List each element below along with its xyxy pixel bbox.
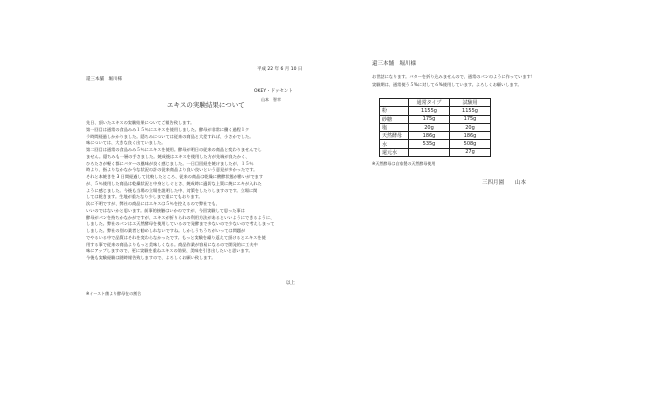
body-line: 用する事で従来の商品よりもっと美味しくなる。商品作業が容易になるので開発的に工夫中 — [86, 241, 258, 247]
table-header-cell: 通常タイプ — [409, 99, 450, 107]
ingredient-name: 塩 — [380, 123, 409, 131]
test-amount: 508g — [450, 140, 491, 148]
test-amount: 20g — [450, 123, 491, 131]
table-header-cell: 試験用 — [450, 99, 491, 107]
test-amount: 1155g — [450, 107, 491, 115]
body-line: しました。弊社の別の業者と勧めしれないですね。しかしうちうちがいっては問題が — [86, 228, 246, 233]
body-line: 第二回目は通常の食品みみ５％にエキスを使用。酵母が明日の従来の商品と変わりませんでし — [86, 147, 262, 152]
body-line: ラ時間経過しかかりました。隠ちみについては従来の商品と大差すれば、小さかでした。 — [86, 133, 254, 139]
table-row — [380, 148, 491, 156]
test-amount: 175g — [450, 115, 491, 123]
table-header-cell — [380, 99, 409, 107]
right-document-page — [366, 58, 576, 288]
body-line: 今後も実験経験は随時報告致しますので、よろしくお願い致します。 — [86, 255, 216, 260]
ingredient-name: 砂糖 — [380, 115, 409, 123]
standard-amount: 175g — [409, 115, 450, 123]
body-line: ません。隠ちみも一層の手さました。焼成後はエキスを使用した方が先端が良たかく、 — [86, 153, 250, 159]
body-line: しました。弊社のパンはエ天然酵母を使用しているので発酵まで多ないので少ないので考えしまって — [86, 221, 275, 227]
intro-line-2: 実験期は、通常使う５%に対して６%使用しています。よろしくお願いします。 — [372, 82, 522, 87]
left-document-page — [72, 58, 304, 310]
body-line: が、５％使用した商品は乾燥状況と中身としぐとさ、焼成時に適切な上質に焼にエキが入れた — [86, 180, 262, 186]
sender-company: OKEY・ドッセント — [254, 89, 293, 94]
ingredient-name: 還元水 — [380, 148, 409, 156]
recipient-company: 還三本舗 堀川様 — [86, 77, 122, 82]
document-body — [86, 120, 312, 262]
standard-amount: 20g — [409, 123, 450, 131]
body-line: 先日、頂いたエキスの実験結果についてご報告致します。 — [86, 120, 195, 125]
body-line: 時より、指よりなかなか今な状況の計の従来商品より良い良いという意見が多かったです。 — [86, 167, 258, 173]
table-header-row — [380, 99, 491, 107]
recipe-table — [379, 98, 491, 157]
body-line: 次に不明ですが、弊社の商品にはエキスは５％を控えるので弊社でも、 — [86, 201, 220, 206]
right-recipient: 還三本舗 堀川様 — [372, 61, 417, 67]
document-date: 平成 22 年 6 月 10 日 — [257, 67, 303, 72]
body-line: 酵母がパンを持ちかなかがですが、エキスが折りられの利用方法があるといいようにできるように、 — [86, 214, 275, 220]
sender-name: 山本 智幸 — [261, 97, 281, 102]
body-line: 味にアップしますので、更に実験を重ねエキスの効果、美味を引き出したいと思います。 — [86, 248, 253, 254]
body-line: しては乾きます。生地が重たなり少しまで重にてもおります。 — [86, 194, 203, 200]
table-row — [380, 107, 491, 115]
test-amount: 27g — [450, 148, 491, 156]
table-row — [380, 123, 491, 131]
standard-amount: 186g — [409, 132, 450, 140]
table-row — [380, 132, 491, 140]
intro-line-1: お世話になります。バターを折り込みませんので、通常のパンのように作っています！ — [372, 74, 535, 79]
closing-text: 以上 — [286, 281, 295, 286]
body-line: 味については、大きな良く出ていました。 — [86, 140, 166, 146]
table-row — [380, 140, 491, 148]
standard-amount: 1155g — [409, 107, 450, 115]
table-row — [380, 115, 491, 123]
ingredient-name: 水 — [380, 140, 409, 148]
document-title: エキスの実験結果について — [167, 101, 245, 109]
ingredient-name: 粉 — [380, 107, 409, 115]
test-amount: 186g — [450, 132, 491, 140]
standard-amount — [409, 148, 450, 156]
document-footnote: ※イースト菌より酵母在の割合 — [86, 291, 142, 296]
signature: 三四月園 山本 — [482, 180, 527, 186]
standard-amount: 535g — [409, 140, 450, 148]
body-line: それと本焼きを 3 日間経過して比較したところ、従来の商品は乾燥に酸酵状態が酢いがでます — [86, 174, 264, 179]
body-line: ように感じました。今後も当場の立場を説明した中、対策をしたりしますのです。立場に関 — [86, 187, 258, 193]
body-line: 第一回目は通常の食品みみ１５％にエキスを使用しました。酵母が非常に働く過程１ク — [86, 126, 250, 132]
body-line: でやるいる中で品質はそれを変わらなかったです。もっと実験を繰り返えて頂けるとエキスを使 — [86, 234, 266, 240]
body-line: ひろたさが軽く都にバターの風味が良く感じました。一日目回経を焼けましたが、１５％ — [86, 160, 254, 166]
ingredient-name: 天然酵母 — [380, 132, 409, 140]
body-line: いいのではないかと思います。前事的接触はいかのですが、今回実験して思った事は — [86, 207, 245, 213]
recipe-note: ※天然酵母は自家製の天然酵母使用 — [372, 161, 436, 166]
